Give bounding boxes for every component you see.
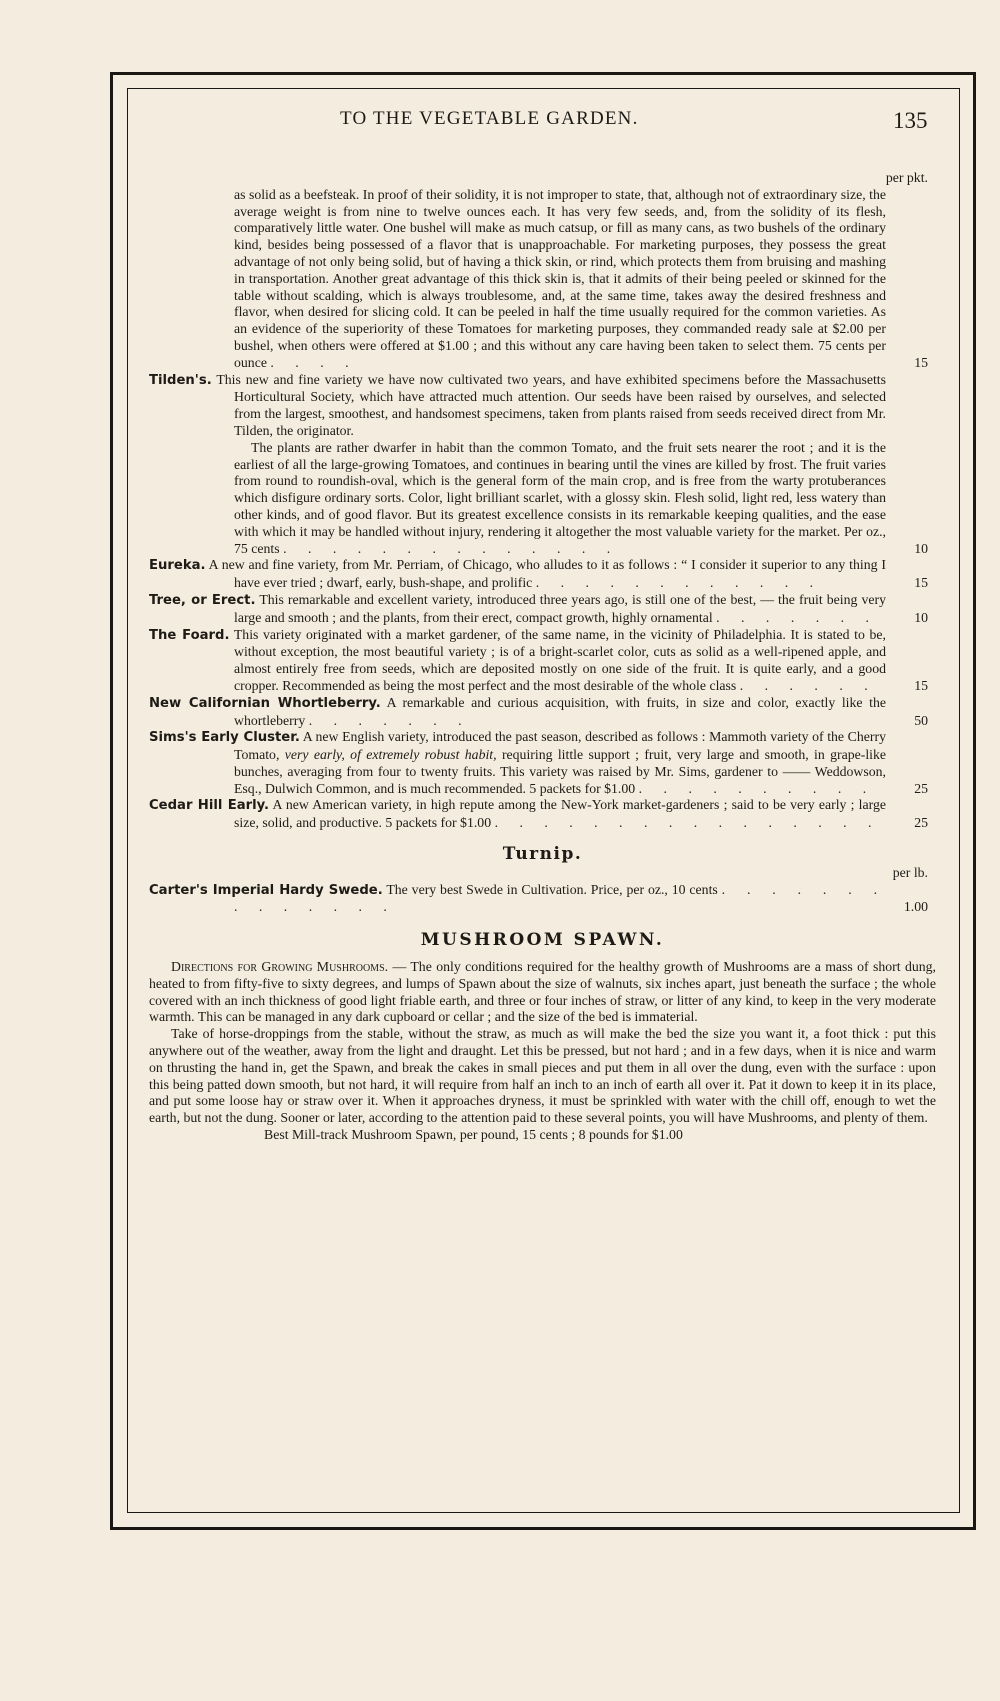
variety-name: Carter's Imperial Hardy Swede.	[149, 882, 383, 898]
tomato-intro-entry	[149, 187, 936, 372]
entry-text: This remarkable and excellent variety, introduced three years ago, is still one of the best, — the fruit being very large and smooth ; and the plants, from their erect, compact growth, highly ornamental	[234, 591, 887, 625]
entry-text: as solid as a beefsteak. In proof of their solidity, it is not improper to state, that, although not of extraordinary size, the average weight is from nine to twelve ounces each. It has very few seeds, and, from the solidity of its flesh, comparatively little water. One bushel will make as much catsup, or fill as many cans, as two bushels of the ordinary kind, besides being possessed of a flavor that is unapproachable. For marketing purposes, they possess the great advantage of not only being solid, but of having a thick skin, or rind, which protects them from bruising and mashing in transportation. Another great advantage of this thick skin is, that it admits of their being peeled or skinned for the table without scalding, which is always troublesome, and, at the same time, takes away the desired freshness and flavor, when desired for slicing cold. It can be peeled in half the time usually required for the common varieties. As an evidence of the superiority of these Tomatoes for marketing purposes, they commanded ready sale at $2.00 per bushel, when others were offered at $1.00 ; and this without any care having been taken to select them. 75 cents per ounce	[234, 186, 886, 370]
entry-price: 15	[914, 354, 928, 370]
entry-text: A new American variety, in high repute among the New-York market-gardeners ; said to be very early ; large size, solid, and productive. 5 packets for $1.00	[234, 797, 886, 831]
mushroom-heading: MUSHROOM SPAWN.	[420, 930, 665, 951]
variety-name: Cedar Hill Early.	[149, 798, 270, 814]
whortleberry-entry	[149, 695, 936, 730]
leader-dots: . . . . . . .	[716, 609, 878, 625]
entry-text: This new and fine variety we have now cultivated two years, and have exhibited specimens before the Massachusetts Horticultural Society, which have attracted much attention. Our seeds have been raised by ourselves, and selected from the largest, smoothest, and handsomest specimens, taken from plants raised from seeds received direct from Mr. Tilden, the originator.	[216, 371, 886, 438]
entry-price: 15	[914, 677, 928, 693]
leader-dots: . . . . . . . . . . . . . .	[283, 540, 620, 556]
eureka-entry	[149, 557, 936, 592]
leader-dots: . . . . . . . . . . . . . . . .	[494, 815, 881, 831]
paragraph-text: Take of horse-droppings from the stable, without the straw, as much as will make the bed the size you want it, a foot thick : put this anywhere out of the weather, away from the light and draught. Let this be pressed, but not hard ; and in a few days, when it is nice and warm on thrusting the hand in, get the Spawn, and break the cakes in small pieces and put them in all over the dung, even with the surface : upon this being patted down smooth, but not hard, it will require from half an inch to an inch of earth all over it. Pat it down to keep it in its place, and put some loose hay or straw over it. When it approaches dryness, it must be sprinkled with water with the chill off, enough to wet the earth, but not the dung. Sooner or later, according to the attention paid to these several points, you will have Mushrooms, and plenty of them.	[149, 1026, 936, 1126]
entry-text: The plants are rather dwarfer in habit than the common Tomato, and the fruit sets nearer the root ; and it is the earliest of all the large-growing Tomatoes, and continues in bearing until the vines are killed by frost. The fruit varies from round to roundish-oval, which is the general form of the main crop, and is free from the warty protuberances which disfigure ordinary sorts. Color, light brilliant scarlet, with a glossy skin. Flesh solid, light red, less watery than other kinds, and of good flavor. But its greatest excellence consists in its remarkable keeping qualities, and the ease with which it may be handled without injury, rendering it altogether the most valuable variety for the market. Per oz., 75 cents	[234, 439, 886, 556]
running-header: TO THE VEGETABLE GARDEN.	[340, 108, 639, 129]
directions-lead: Directions for Growing Mushrooms.	[171, 959, 389, 975]
variety-name: The Foard.	[149, 627, 230, 643]
leader-dots: . . . . . . . . . . . .	[535, 575, 823, 591]
sims-entry	[149, 729, 936, 797]
turnip-heading: Turnip.	[502, 844, 583, 865]
page-number: 135	[893, 108, 928, 133]
variety-name: New Californian Whortleberry.	[149, 695, 381, 711]
entry-price: 10	[914, 540, 928, 556]
tree-entry	[149, 592, 936, 627]
tildens-entry-cont	[149, 440, 936, 558]
variety-name: Tree, or Erect.	[149, 592, 256, 608]
unit-header: per pkt.	[885, 170, 928, 185]
leader-dots: . . . .	[270, 354, 358, 370]
entry-price: 15	[914, 575, 928, 591]
entry-price: 10	[914, 609, 928, 625]
entry-price: 25	[914, 815, 928, 831]
leader-dots: . . . . . . . . . . . . . .	[234, 881, 887, 915]
carters-swede-entry	[149, 882, 936, 917]
leader-dots: . . . . . . .	[308, 712, 471, 728]
entry-italic-text: very early, of extremely robust habit,	[284, 747, 497, 763]
page-body	[149, 170, 936, 1144]
mushroom-price-line: Best Mill-track Mushroom Spawn, per pound, 15 cents ; 8 pounds for $1.00	[264, 1127, 683, 1143]
leader-dots: . . . . . . . . . .	[638, 780, 876, 796]
entry-text: requiring little support ; fruit, very large and smooth, in grape-like bunches, averaging from four to twenty fruits. This variety was raised by Mr. Sims, gardener to —— Weddowson, Esq., Dulwich Common, and is much recommended. 5 packets for $1.00	[234, 747, 887, 796]
mushroom-directions-paragraph	[149, 959, 936, 1026]
entry-text: A new English variety, introduced the past season, described as follows : Mammoth variety of the Cherry Tomato,	[234, 729, 886, 763]
variety-name: Sims's Early Cluster.	[149, 730, 300, 746]
leader-dots: . . . . . .	[739, 677, 877, 693]
tildens-entry	[149, 372, 936, 440]
entry-text: A remarkable and curious acquisition, with fruits, in size and color, exactly like the whortleberry	[234, 694, 886, 728]
mushroom-method-paragraph	[149, 1026, 936, 1127]
entry-text: A new and fine variety, from Mr. Perriam, of Chicago, who alludes to it as follows : “ I consider it superior to any thing I have ever tried ; dwarf, early, bush-shape, and prolific	[208, 557, 886, 591]
variety-name: Tilden's.	[149, 372, 212, 388]
paragraph-text: — The only conditions required for the healthy growth of Mushrooms are a mass of short dung, heated to from fifty-five to sixty degrees, and lumps of Spawn about the size of walnuts, six inches apart, just beneath the surface ; the whole covered with an inch thickness of good light friable earth, and three or four inches of straw, or litter of any kind, to keep in the very moderate warmth. This can be managed in any dark cupboard or cellar ; and the size of the bed is immaterial.	[149, 959, 937, 1025]
unit-header: per lb.	[892, 864, 928, 880]
foard-entry	[149, 627, 936, 695]
entry-price: 50	[914, 712, 928, 728]
entry-price: 25	[914, 780, 928, 796]
entry-price: 1.00	[903, 899, 928, 915]
variety-name: Eureka.	[149, 558, 206, 574]
entry-text: This variety originated with a market gardener, of the same name, in the vicinity of Philadelphia. It is stated to be, without exception, the most beautiful variety ; is of a bright-scarlet color, cuts as solid as a well-ripened apple, and almost entirely free from seeds, which are deposited mostly on one side of the fruit. It is quite early, and a good cropper. Recommended as being the most perfect and the most desirable of the whole class	[233, 626, 886, 693]
entry-text: The very best Swede in Cultivation. Price, per oz., 10 cents	[386, 881, 718, 897]
cedar-hill-entry	[149, 797, 936, 832]
